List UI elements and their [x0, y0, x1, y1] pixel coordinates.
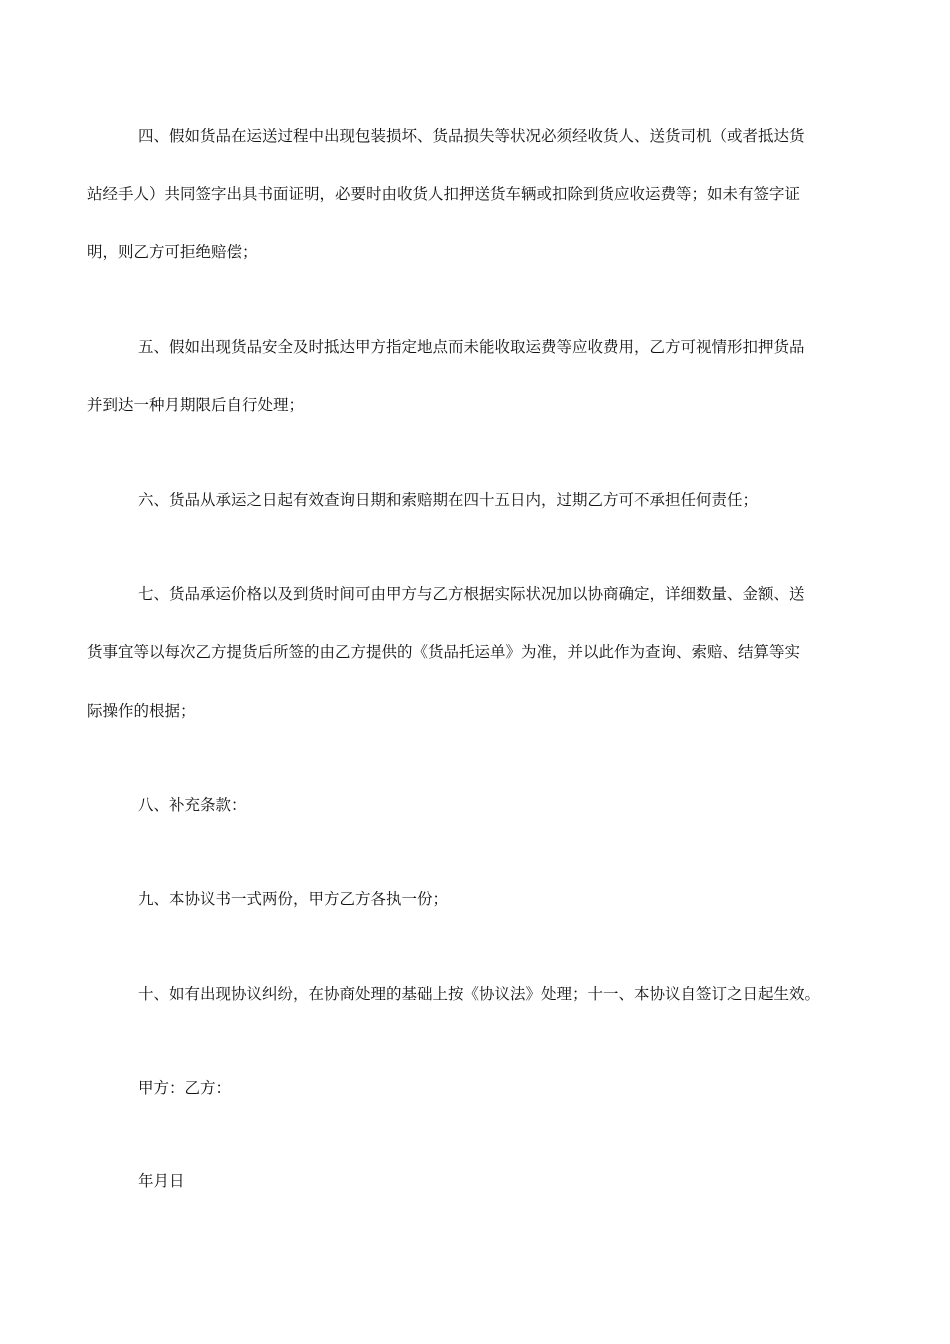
clause-7-line-3: 际操作的根据；	[87, 702, 196, 720]
clause-4-line-2: 站经手人）共同签字出具书面证明，必要时由收货人扣押送货车辆或扣除到货应收运费等；如未有签字证	[87, 185, 801, 203]
clause-6-line-1: 六、货品从承运之日起有效查询日期和索赔期在四十五日内，过期乙方可不承担任何责任；	[138, 491, 759, 509]
clause-5-line-1: 五、假如出现货品安全及时抵达甲方指定地点而未能收取运费等应收费用，乙方可视情形扣押货品	[138, 338, 805, 356]
signature-date: 年月日	[138, 1172, 185, 1190]
clause-4-line-3: 明，则乙方可拒绝赔偿；	[87, 243, 258, 261]
signature-parties: 甲方：乙方：	[138, 1079, 232, 1097]
clause-5-line-2: 并到达一种月期限后自行处理；	[87, 396, 305, 414]
clause-8-line-1: 八、补充条款：	[138, 796, 247, 814]
clause-9-line-1: 九、本协议书一式两份，甲方乙方各执一份；	[138, 890, 449, 908]
clause-4-line-1: 四、假如货品在运送过程中出现包装损坏、货品损失等状况必须经收货人、送货司机（或者抵达货	[138, 127, 805, 145]
clause-7-line-1: 七、货品承运价格以及到货时间可由甲方与乙方根据实际状况加以协商确定，详细数量、金额、送	[138, 585, 805, 603]
clause-7-line-2: 货事宜等以每次乙方提货后所签的由乙方提供的《货品托运单》为准，并以此作为查询、索赔、结算等实	[87, 643, 801, 661]
clause-10-line-1: 十、如有出现协议纠纷，在协商处理的基础上按《协议法》处理；十一、本协议自签订之日起生效。	[138, 985, 821, 1003]
